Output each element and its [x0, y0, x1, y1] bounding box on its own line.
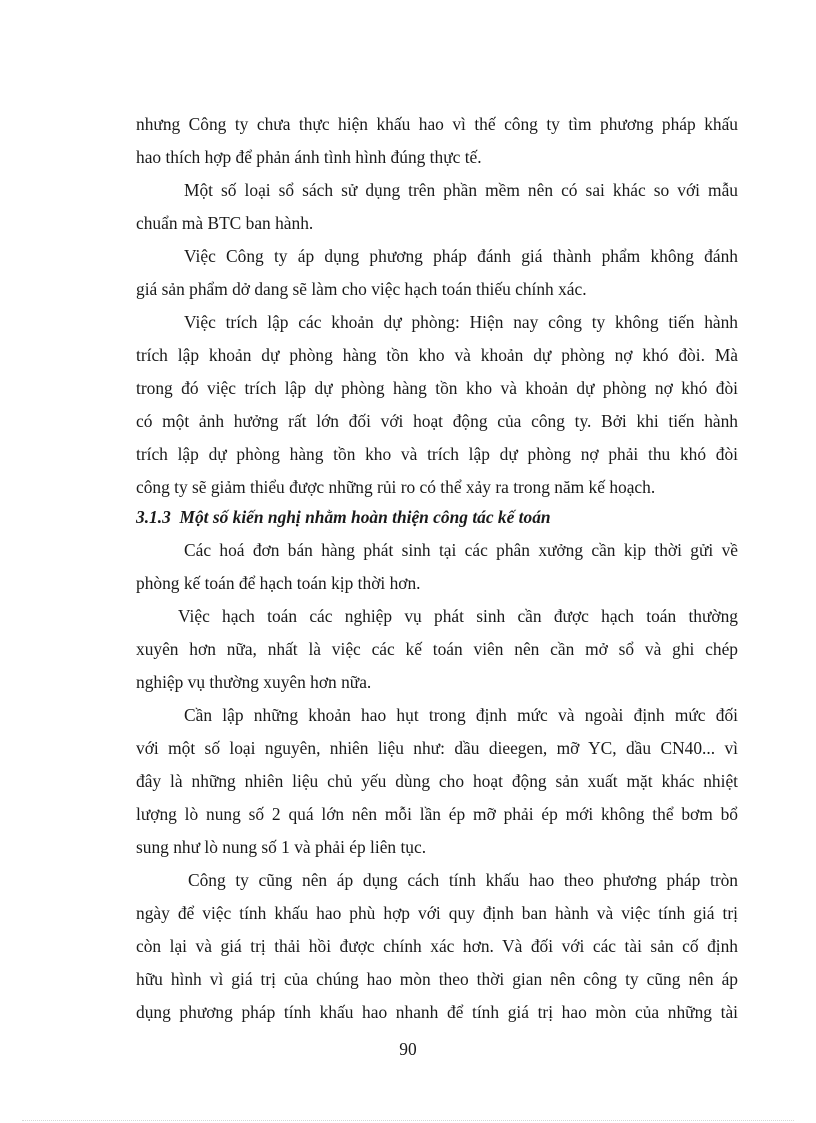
body-text-line: ngày để việc tính khấu hao phù hợp với quy định ban hành và việc tính giá trị [136, 903, 738, 923]
body-text-line: với một số loại nguyên, nhiên liệu như: dầu dieegen, mỡ YC, dầu CN40... vì [136, 738, 738, 758]
body-text-line: sung như lò nung số 1 và phải ép liên tục. [136, 837, 427, 857]
body-text-line: giá sản phẩm dở dang sẽ làm cho việc hạch toán thiếu chính xác. [136, 279, 587, 299]
body-text-line: trong đó việc trích lập dự phòng hàng tồn kho và khoản dự phòng nợ khó đòi [136, 378, 738, 398]
body-text-line: Cần lập những khoản hao hụt trong định mức và ngoài định mức đối [184, 705, 738, 725]
body-text-line: Công ty cũng nên áp dụng cách tính khấu hao theo phương pháp tròn [188, 870, 738, 890]
body-text-line: Các hoá đơn bán hàng phát sinh tại các phân xưởng cần kịp thời gửi về [184, 540, 738, 560]
body-text-line: nghiệp vụ thường xuyên hơn nữa. [136, 672, 372, 692]
body-text-line: trích lập khoản dự phòng hàng tồn kho và khoản dự phòng nợ khó đòi. Mà [136, 345, 738, 365]
body-text-line: Việc Công ty áp dụng phương pháp đánh giá thành phẩm không đánh [184, 246, 738, 266]
body-text-line: Việc trích lập các khoản dự phòng: Hiện nay công ty không tiến hành [184, 312, 738, 332]
page-number: 90 [399, 1039, 417, 1059]
body-text-line: hữu hình vì giá trị của chúng hao mòn theo thời gian nên công ty cũng nên áp [136, 969, 738, 989]
body-text-line: xuyên hơn nữa, nhất là việc các kế toán viên nên cần mở sổ và ghi chép [136, 639, 738, 659]
body-text-line: Một số loại sổ sách sử dụng trên phần mềm nên có sai khác so với mẫu [184, 180, 738, 200]
body-text-line: có một ảnh hưởng rất lớn đối với hoạt động của công ty. Bởi khi tiến hành [136, 411, 738, 431]
body-text-line: còn lại và giá trị thải hồi được chính xác hơn. Và đối với các tài sản cố định [136, 936, 738, 956]
section-number: 3.1.3 [136, 507, 171, 527]
section-heading [136, 501, 551, 534]
body-text-line: dụng phương pháp tính khấu hao nhanh để tính giá trị hao mòn của những tài [136, 1002, 738, 1022]
body-text-line: hao thích hợp để phản ánh tình hình đúng thực tế. [136, 147, 482, 167]
body-text-line: nhưng Công ty chưa thực hiện khấu hao vì thế công ty tìm phương pháp khấu [136, 114, 738, 134]
body-text-line: công ty sẽ giảm thiểu được những rủi ro có thể xảy ra trong năm kế hoạch. [136, 477, 656, 497]
body-text-line: Việc hạch toán các nghiệp vụ phát sinh cần được hạch toán thường [178, 606, 738, 626]
body-text-line: phòng kế toán để hạch toán kịp thời hơn. [136, 573, 421, 593]
body-text-line: trích lập dự phòng hàng tồn kho và trích lập dự phòng nợ phải thu khó đòi [136, 444, 738, 464]
body-text-line: đây là những nhiên liệu chủ yếu dùng cho hoạt động sản xuất mặt khác nhiệt [136, 771, 738, 791]
body-text-line: chuẩn mà BTC ban hành. [136, 213, 314, 233]
body-text-line: lượng lò nung số 2 quá lớn nên mỗi lần ép mỡ phải ép mới không thể bơm bổ [136, 804, 738, 824]
page-bottom-divider [22, 1120, 794, 1121]
section-title: Một số kiến nghị nhằm hoàn thiện công tác kế toán [179, 507, 551, 527]
